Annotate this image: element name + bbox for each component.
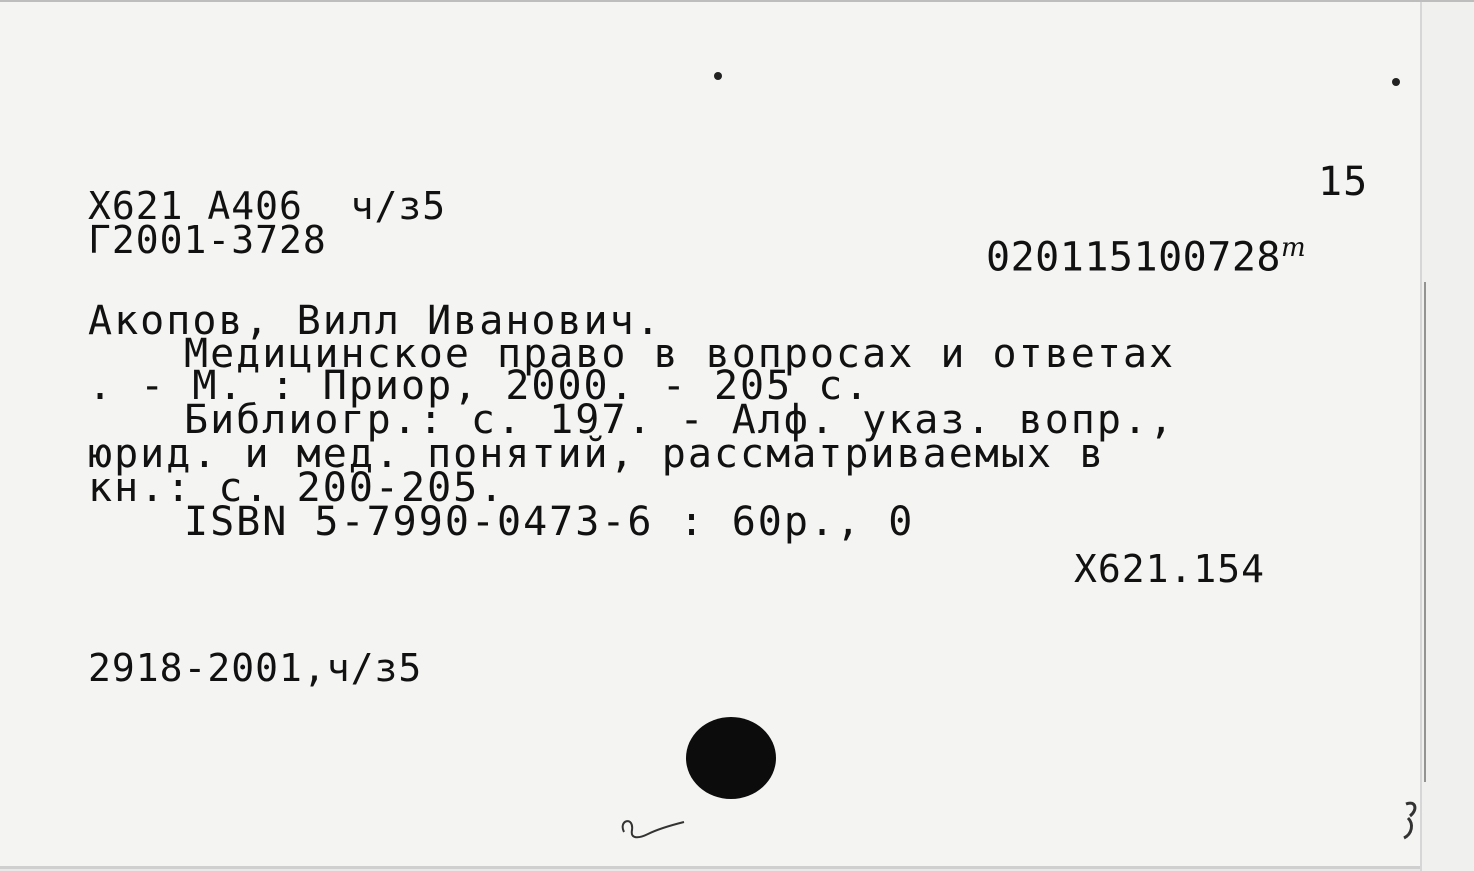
inventory-suffix: m [1280,233,1307,263]
title-line: Медицинское право в вопросах и ответах [184,331,1176,377]
card-edge-line [1424,282,1426,782]
catalog-number: Г2001-3728 [88,218,327,262]
punch-hole [686,717,776,799]
notes-line-2: юрид. и мед. понятий, рассматриваемых в [88,431,1106,477]
isbn-line: ISBN 5-7990-0473-6 : 60р., 0 [184,499,915,545]
inventory-number [986,228,1307,281]
pencil-mark-icon [1396,794,1436,844]
record-number: 2918-2001,ч/з5 [88,646,423,690]
page-number: 15 [1318,159,1369,205]
classification-code: X621.154 [1074,547,1266,591]
author-line: Акопов, Вилл Иванович. [88,298,662,344]
card-right-edge [1420,2,1474,871]
inventory-number-value: 020115100728 [986,234,1281,281]
shelf-code: X621 A406 ч/з5 [88,184,447,228]
notes-line-1: Библиогр.: с. 197. - Алф. указ. вопр., [184,397,1176,443]
publication-line: . - М. : Приор, 2000. - 205 с. [88,363,871,409]
punch-hole-dot [1392,78,1400,86]
handwritten-signature [612,810,692,850]
notes-line-3: кн.: с. 200-205. [88,465,506,511]
punch-hole-dot [714,72,722,80]
